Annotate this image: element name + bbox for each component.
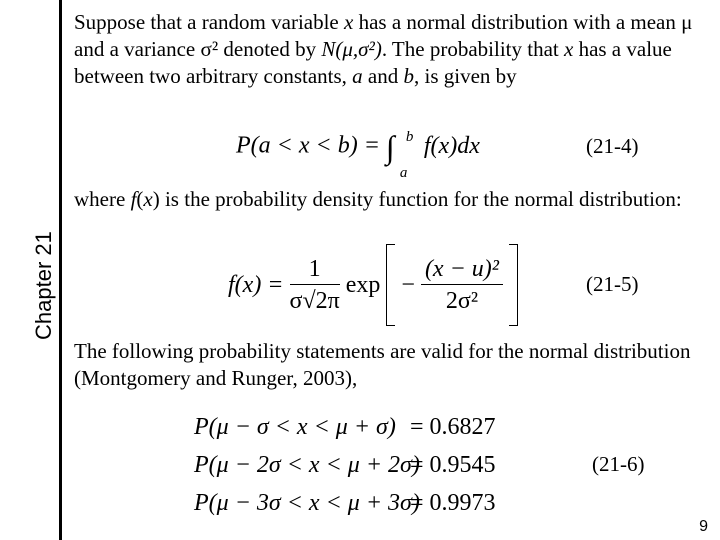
sigma-squared-symbol: σ²: [200, 37, 219, 61]
density-paragraph: where f(x) is the probability density function for the normal distribution:: [74, 187, 682, 211]
equation-21-4: P(a < x < b) = ∫ b a f(x)dx: [236, 129, 480, 181]
integral-sign: ∫ b a: [385, 129, 414, 181]
left-bracket: [386, 244, 395, 326]
exponent-fraction: $\frac{\text{(x − u)²}}{\text{2σ²}}$: [421, 254, 503, 317]
sidebar-divider: [59, 0, 62, 540]
page-number: 9: [699, 518, 708, 535]
mu-symbol: μ: [681, 10, 693, 34]
probability-line-2: P(μ − 2σ < x < μ + 2σ)= 0.9545: [194, 452, 496, 478]
intro-paragraph: Suppose that a random variable x has a normal distribution with a mean μ and a variance σ² denoted by N(μ,σ²). The probability that x has a value between two arbitrary constants, a and b, is given by: [74, 10, 693, 88]
probability-line-1: P(μ − σ < x < μ + σ) = 0.6827: [194, 414, 496, 440]
equation-21-6: [194, 408, 496, 522]
chapter-label: Chapter 21: [31, 231, 56, 340]
equation-number-21-5: (21-5): [586, 272, 639, 296]
statements-paragraph: The following probability statements are valid for the normal distribution (Montgomery and Runger, 2003),: [74, 339, 691, 390]
equation-number-21-6: (21-6): [592, 452, 645, 476]
normalizing-fraction: $\frac{1}{\sigma√2\pi}$: [289, 255, 340, 314]
chapter-sidebar: [0, 0, 60, 540]
probability-line-3: P(μ − 3σ < x < μ + 3σ)= 0.9973: [194, 490, 496, 516]
equation-number-21-4: (21-4): [586, 134, 639, 158]
equation-21-5: f(x) = $\frac{1}{\sigma√2\pi}$ exp − $\frac{\text{(x − u)²}}{\text{2σ²}}$: [228, 244, 518, 326]
right-bracket: [509, 244, 518, 326]
normal-notation: N(μ,σ²): [321, 37, 382, 61]
